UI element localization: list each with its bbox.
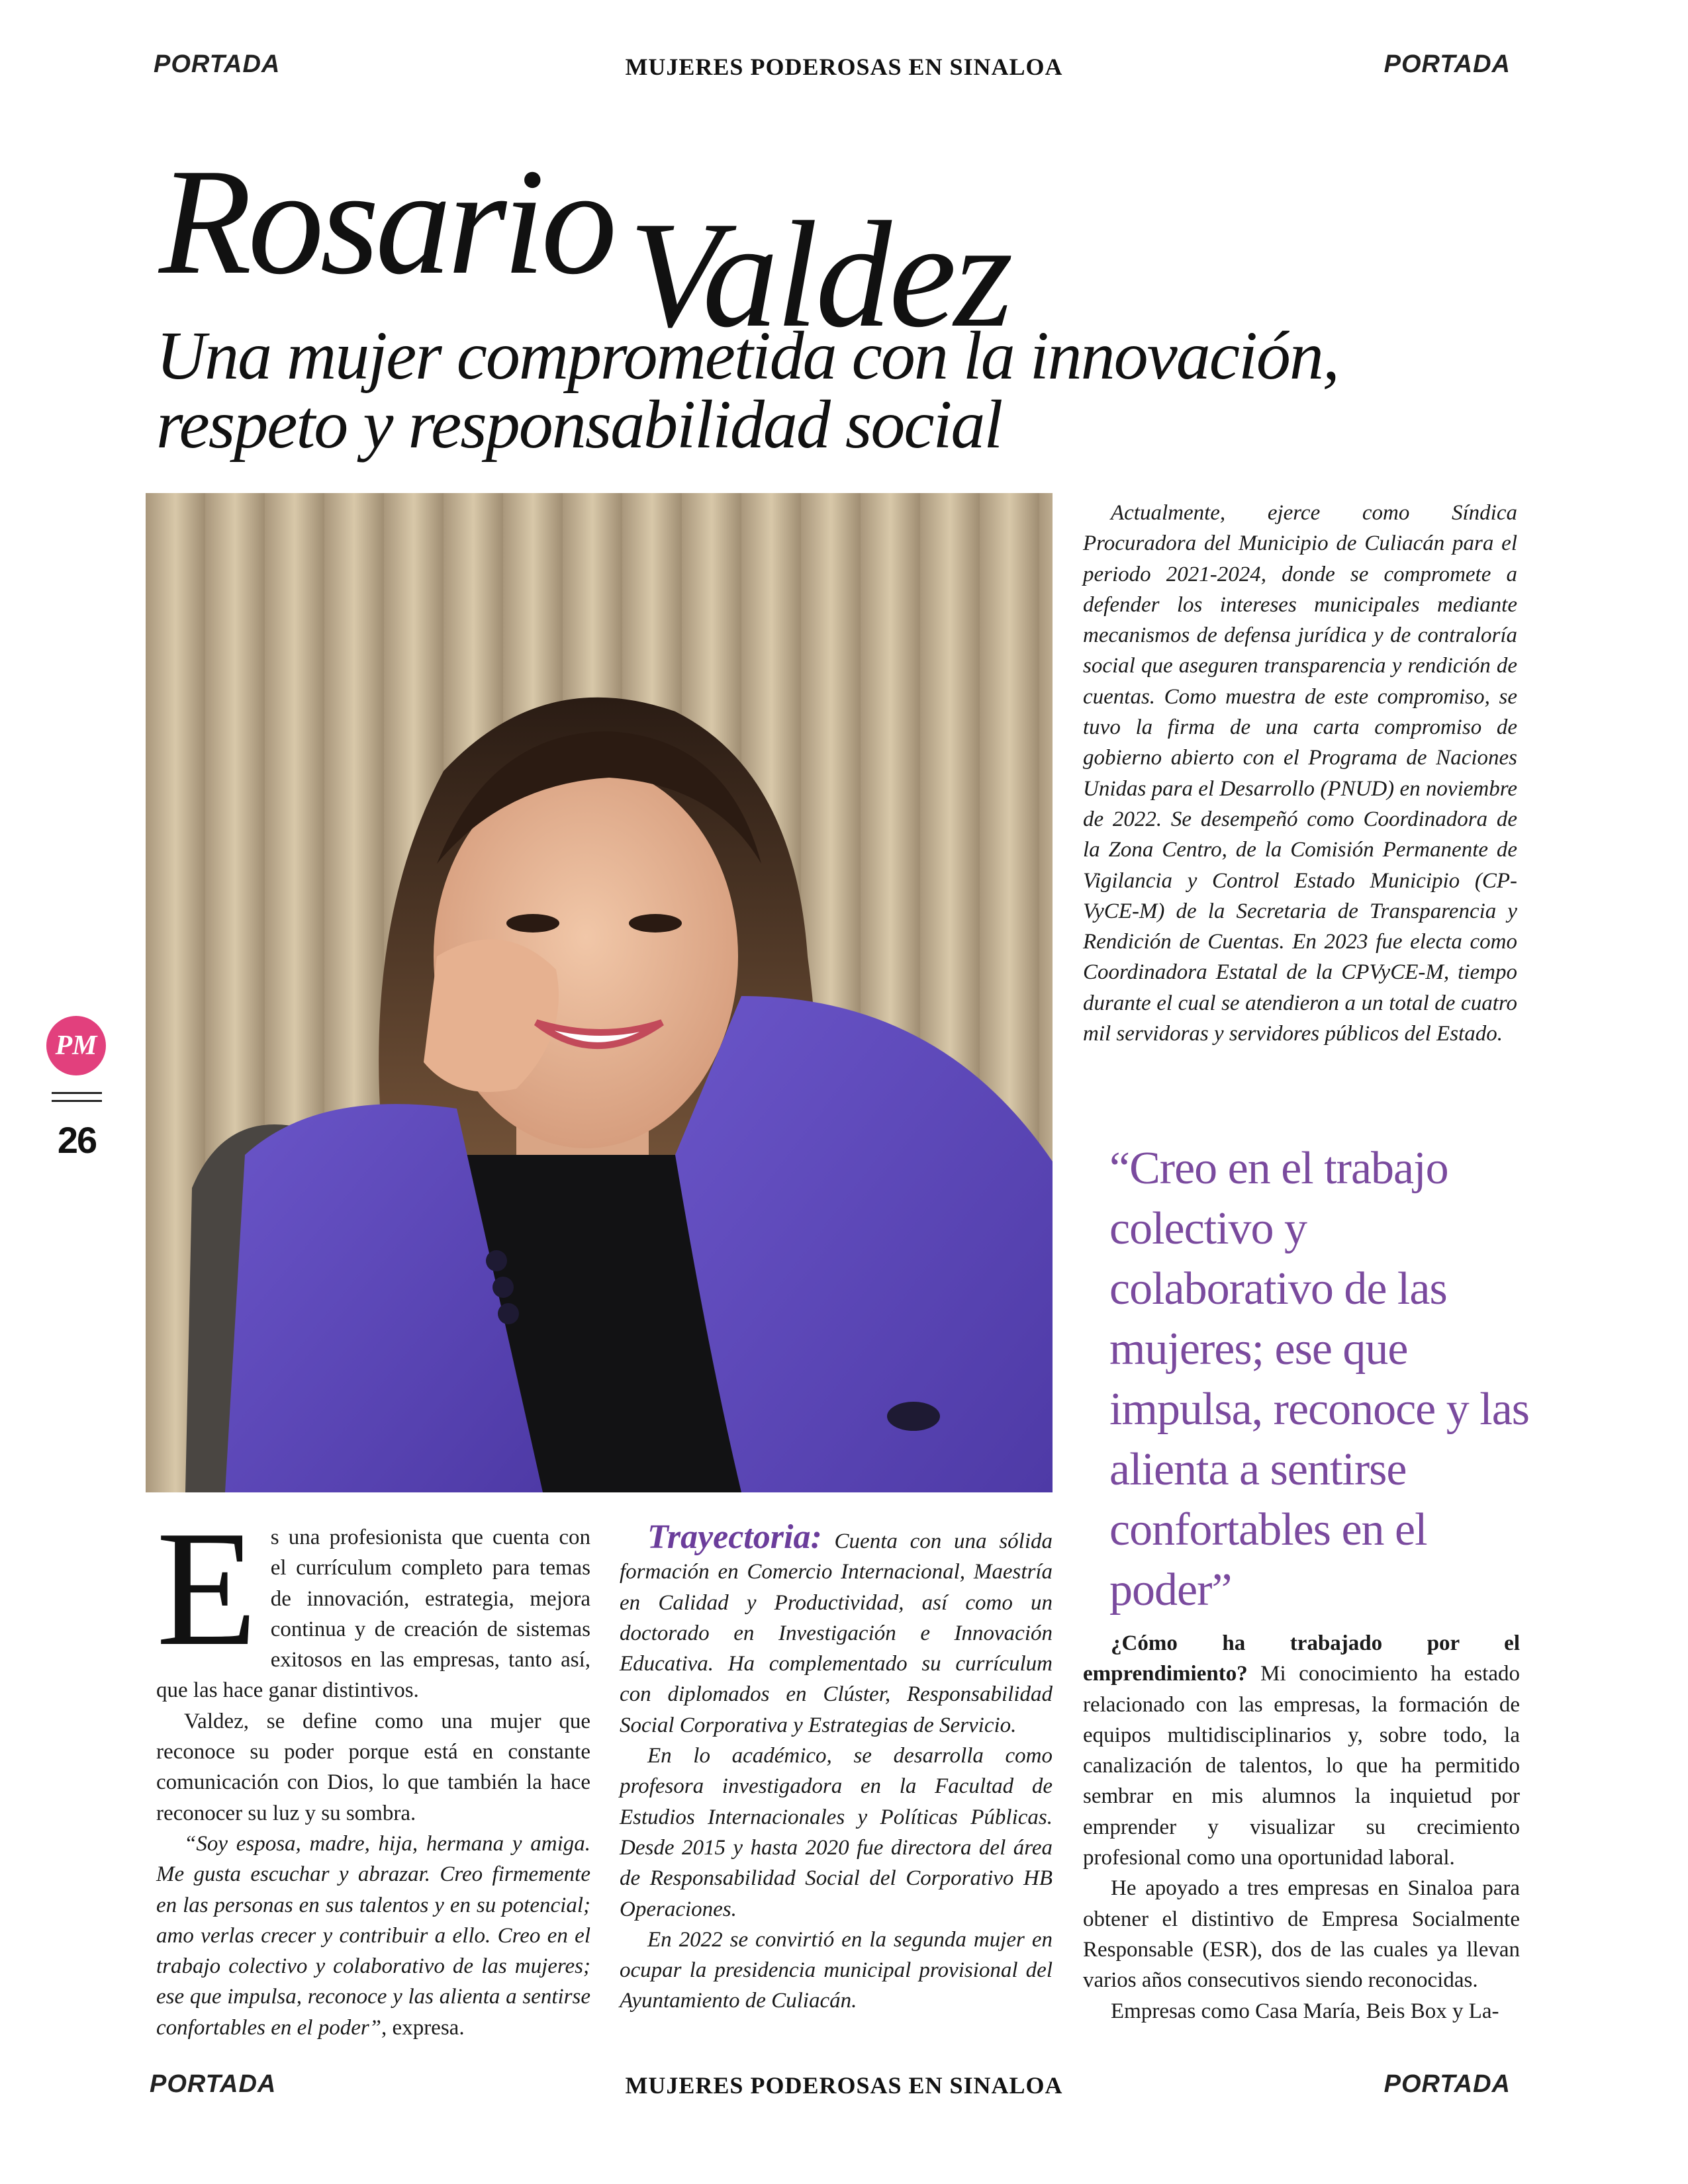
interview-answer-1: Mi conocimiento ha estado relacionado con las empresas, la formación de equipos multidisciplinarios y, sobre todo, la canalización de talentos, lo que ha permitido sembrar en mis alumnos la inquietud por emprender y visualizar su crecimiento profesional como una oportunidad laboral. <box>1083 1662 1520 1870</box>
drop-cap: E <box>156 1497 258 1680</box>
right-column-intro <box>1083 498 1517 1049</box>
article-subtitle: Una mujer comprometida con la innovación, respeto y responsabilidad social <box>156 318 1338 463</box>
title-first-name: Rosario <box>159 137 614 306</box>
left-quote: “Soy esposa, madre, hija, hermana y amiga. Me gusta escuchar y abrazar. Creo firmemente en las personas en sus talentos y en su potencial; amo verlas crecer y contribuir a ello. Creo en el trabajo colectivo y colaborativo de las mujeres; ese que impulsa, reconoce y las alienta a sentirse confortables en el poder” <box>156 1831 590 2040</box>
left-column <box>156 1497 590 2043</box>
page-number: 26 <box>57 1119 97 1161</box>
trayectoria-heading: Trayectoria: <box>647 1518 822 1556</box>
header-section-label-right: PORTADA <box>1383 50 1511 78</box>
right-column-intro-paragraph: Actualmente, ejerce como Síndica Procuradora del Municipio de Culiacán para el periodo 2021-2024, donde se compromete a defender los intereses municipales mediante mecanismos de defensa jurídica y de contraloría social que aseguren transparencia y rendición de cuentas. Como muestra de este compromiso, se tuvo la firma de una carta compromiso de gobierno abierto con el Programa de Naciones Unidas para el Desarrollo (PNUD) en noviembre de 2022. Se desempeñó como Coordinadora de la Zona Centro, de la Comisión Permanente de Vigilancia y Control Estado Municipio (CP-VyCE-M) de la Secretaria de Transparencia y Rendición de Cuentas. En 2023 fue electa como Coordinadora Estatal de la CPVyCE-M, tiempo durante el cual se atendieron a un total de cuatro mil servidoras y servidores públicos del Estado. <box>1083 501 1517 1046</box>
title-last-name: Valdez <box>629 190 1011 359</box>
pull-quote: “Creo en el trabajo colectivo y colaborativo de las mujeres; ese que impulsa, reconoce y las alienta a sentirse confortables en el poder” <box>1109 1143 1530 1615</box>
left-quote-tail: , expresa. <box>381 2015 465 2040</box>
middle-paragraph-2: En lo académico, se desarrolla como profesora investigadora en la Facultad de Estudios Internacionales y Políticas Públicas. Desde 2015 y hasta 2020 fue directora del área de Responsabilidad Social del Corporativo HB Operaciones. <box>620 1744 1053 1921</box>
footer-section-label-left: PORTADA <box>150 2070 277 2098</box>
header-section-label-left: PORTADA <box>154 50 281 78</box>
right-column-interview <box>1083 1628 1520 2026</box>
footer-section-label-right: PORTADA <box>1383 2070 1511 2098</box>
side-divider-bottom <box>52 1100 102 1102</box>
interview-question: ¿Cómo ha trabajado por el emprendimiento? <box>1083 1631 1520 1686</box>
side-divider-top <box>52 1092 102 1094</box>
middle-paragraph-3: En 2022 se convirtió en la segunda mujer en ocupar la presidencia municipal provisional del Ayuntamiento de Culiacán. <box>620 1927 1053 2013</box>
interview-answer-3: Empresas como Casa María, Beis Box y La- <box>1111 1999 1499 2023</box>
pm-logo-badge: PM <box>46 1016 106 1075</box>
left-paragraph-2: Valdez, se define como una mujer que reconoce su poder porque está en constante comunicación con Dios, lo que también la hace reconocer su luz y su sombra. <box>156 1709 590 1825</box>
header-magazine-title: MUJERES PODEROSAS EN SINALOA <box>625 54 1063 80</box>
portrait-photo <box>146 493 1053 1492</box>
middle-paragraph-1: Cuenta con una sólida formación en Comercio Internacional, Maestría en Calidad y Productividad, así como un doctorado en Investigación e Innovación Educativa. Ha complementado su currículum con diplomados en Clúster, Responsabilidad Social Corporativa y Estrategias de Servicio. <box>620 1529 1053 1737</box>
footer-magazine-title: MUJERES PODEROSAS EN SINALOA <box>625 2072 1063 2099</box>
middle-column <box>620 1518 1053 2017</box>
interview-answer-2: He apoyado a tres empresas en Sinaloa para obtener el distintivo de Empresa Socialmente Responsable (ESR), dos de las cuales ya llevan varios años consecutivos siendo reconocidas. <box>1083 1876 1520 1993</box>
left-paragraph-1: s una profesionista que cuenta con el currículum completo para temas de innovación, estrategia, mejora continua y de creación de sistemas exitosos en las empresas, tanto así, que las hace ganar distintivos. <box>156 1525 590 1703</box>
